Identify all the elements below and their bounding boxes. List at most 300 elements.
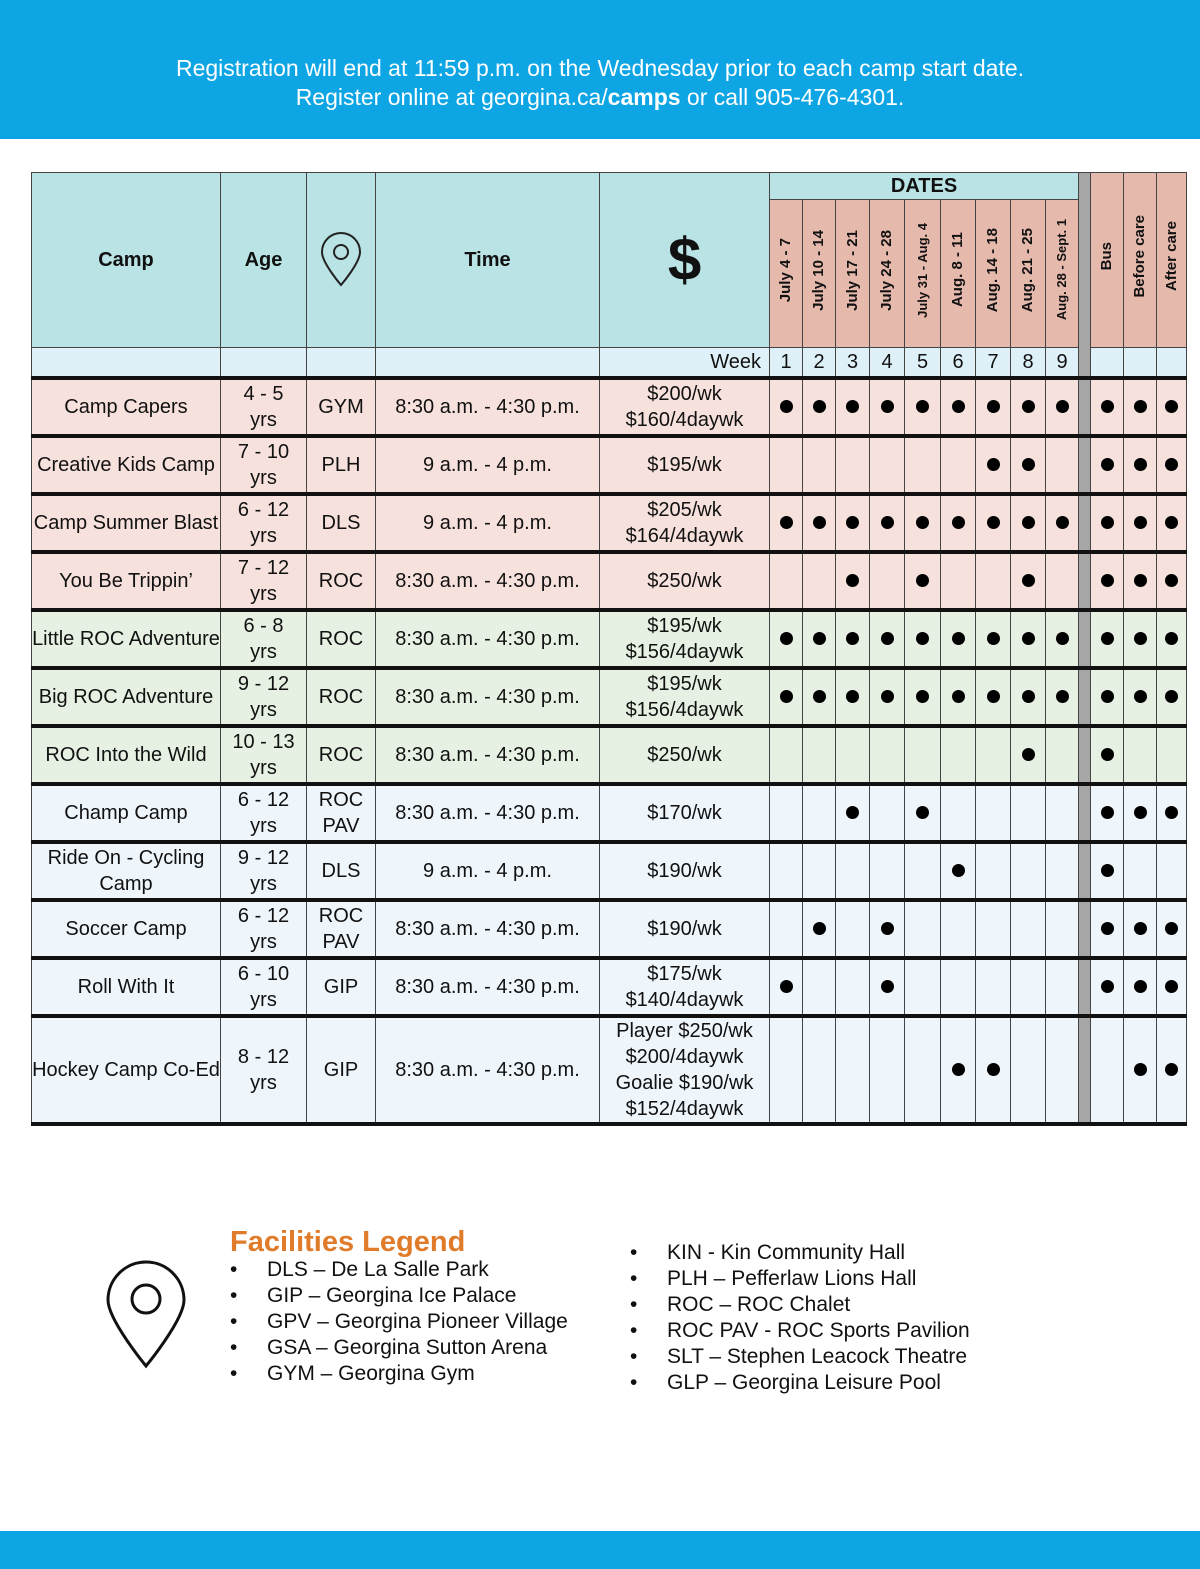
banner-line-2: [0, 83, 1200, 112]
camp-row: [32, 726, 1187, 784]
date-range-label: July 10 - 14: [810, 229, 827, 311]
week-availability-cell: [905, 726, 941, 784]
price-line: $175/wk: [647, 963, 722, 985]
week-availability-cell: [905, 668, 941, 726]
week-availability-cell: [905, 1016, 941, 1124]
week-availability-cell: [870, 784, 905, 842]
week-availability-cell: [770, 610, 803, 668]
price-column-header: [600, 173, 770, 348]
price-cell: [600, 552, 770, 610]
date-range-header: [1046, 200, 1079, 348]
availability-dot: [952, 516, 965, 529]
price-cell: [600, 436, 770, 494]
extra-availability-cell: [1124, 900, 1157, 958]
column-separator: [1079, 378, 1091, 436]
availability-dot: [846, 574, 859, 587]
camp-schedule-table-wrapper: [31, 172, 1186, 1126]
availability-dot: [813, 690, 826, 703]
time-cell: 8:30 a.m. - 4:30 p.m.: [376, 668, 600, 726]
legend-item: • GSA – Georgina Sutton Arena: [230, 1335, 568, 1361]
availability-dot: [1022, 516, 1035, 529]
week-availability-cell: [1046, 1016, 1079, 1124]
location-cell: [307, 552, 376, 610]
location-code-line2: PAV: [322, 815, 360, 837]
price-cell: [600, 494, 770, 552]
location-code: ROC: [318, 686, 364, 708]
week-availability-cell: [905, 378, 941, 436]
availability-dot: [987, 632, 1000, 645]
availability-dot: [1134, 1063, 1147, 1076]
location-code: GYM: [318, 396, 364, 418]
week-availability-cell: [1011, 378, 1046, 436]
week-availability-cell: [803, 900, 836, 958]
week-availability-cell: [803, 494, 836, 552]
availability-dot: [780, 980, 793, 993]
date-range-label: July 17 - 21: [843, 229, 861, 311]
time-cell: 8:30 a.m. - 4:30 p.m.: [376, 610, 600, 668]
availability-dot: [780, 690, 793, 703]
week-availability-cell: [870, 1016, 905, 1124]
week-availability-cell: [905, 842, 941, 900]
time-cell: 8:30 a.m. - 4:30 p.m.: [376, 1016, 600, 1124]
week-availability-cell: [770, 726, 803, 784]
week-number: 2: [803, 348, 836, 379]
extra-availability-cell: [1124, 494, 1157, 552]
availability-dot: [952, 632, 965, 645]
extra-availability-cell: [1091, 1016, 1124, 1124]
week-availability-cell: [1011, 668, 1046, 726]
age-unit: yrs: [250, 1072, 277, 1094]
banner-line-2-prefix: Register online at georgina.ca/: [295, 84, 608, 110]
week-availability-cell: [941, 552, 976, 610]
week-availability-cell: [836, 436, 870, 494]
availability-dot: [987, 400, 1000, 413]
price-cell: [600, 1016, 770, 1124]
camp-row: [32, 668, 1187, 726]
location-cell: [307, 900, 376, 958]
price-cell: [600, 726, 770, 784]
age-cell: [221, 610, 307, 668]
age-unit: yrs: [250, 641, 277, 663]
age-cell: [221, 958, 307, 1016]
dates-header: DATES: [770, 173, 1079, 200]
column-separator: [1079, 726, 1091, 784]
extra-availability-cell: [1157, 900, 1187, 958]
availability-dot: [1101, 458, 1114, 471]
availability-dot: [780, 400, 793, 413]
week-availability-cell: [941, 436, 976, 494]
week-availability-cell: [941, 842, 976, 900]
week-availability-cell: [905, 784, 941, 842]
price-line: $140/4daywk: [625, 989, 744, 1011]
availability-dot: [1022, 458, 1035, 471]
location-cell: [307, 726, 376, 784]
price-cell: [600, 610, 770, 668]
availability-dot: [846, 690, 859, 703]
location-code-line2: PAV: [322, 931, 360, 953]
availability-dot: [1165, 806, 1178, 819]
location-cell: [307, 784, 376, 842]
extra-availability-cell: [1091, 610, 1124, 668]
availability-dot: [846, 400, 859, 413]
price-line: $170/wk: [647, 802, 722, 824]
week-availability-cell: [976, 378, 1011, 436]
week-availability-cell: [905, 552, 941, 610]
week-availability-cell: [803, 958, 836, 1016]
availability-dot: [881, 516, 894, 529]
date-range-label: Aug. 28 - Sept. 1: [1054, 219, 1070, 321]
price-line: Player $250/wk: [616, 1020, 753, 1042]
week-availability-cell: [770, 378, 803, 436]
availability-dot: [1165, 1063, 1178, 1076]
age-range: 10 - 13: [232, 731, 295, 753]
week-availability-cell: [870, 958, 905, 1016]
price-cell: [600, 784, 770, 842]
week-availability-cell: [976, 784, 1011, 842]
date-range-header: [1011, 200, 1046, 348]
age-unit: yrs: [250, 931, 277, 953]
week-availability-cell: [870, 842, 905, 900]
week-availability-cell: [770, 842, 803, 900]
extra-availability-cell: [1091, 668, 1124, 726]
camp-rows: [32, 378, 1187, 1124]
extra-label: After care: [1162, 221, 1180, 292]
week-blank-cell: [221, 348, 307, 379]
price-cell: [600, 958, 770, 1016]
extra-availability-cell: [1157, 958, 1187, 1016]
legend-item: • SLT – Stephen Leacock Theatre: [630, 1344, 970, 1370]
availability-dot: [987, 458, 1000, 471]
availability-dot: [1101, 864, 1114, 877]
week-availability-cell: [836, 610, 870, 668]
price-line: $152/4daywk: [625, 1098, 744, 1120]
extra-availability-cell: [1091, 784, 1124, 842]
week-availability-cell: [976, 842, 1011, 900]
location-cell: [307, 378, 376, 436]
availability-dot: [881, 922, 894, 935]
legend-item: • PLH – Pefferlaw Lions Hall: [630, 1266, 970, 1292]
availability-dot: [1134, 806, 1147, 819]
camp-row: [32, 494, 1187, 552]
availability-dot: [846, 806, 859, 819]
availability-dot: [881, 400, 894, 413]
week-availability-cell: [1011, 726, 1046, 784]
extra-header-after-care: [1157, 173, 1187, 348]
camp-row: [32, 1016, 1187, 1124]
week-availability-cell: [836, 842, 870, 900]
facilities-legend: [0, 1220, 1200, 1420]
week-availability-cell: [870, 900, 905, 958]
time-cell: 9 a.m. - 4 p.m.: [376, 842, 600, 900]
price-cell: [600, 378, 770, 436]
extra-availability-cell: [1157, 1016, 1187, 1124]
legend-list-left: [230, 1257, 568, 1387]
week-availability-cell: [803, 784, 836, 842]
column-separator: [1079, 610, 1091, 668]
camps-link-text[interactable]: camps: [607, 84, 681, 110]
camp-name: Camp Capers: [32, 378, 221, 436]
legend-item: • GIP – Georgina Ice Palace: [230, 1283, 568, 1309]
week-availability-cell: [803, 726, 836, 784]
week-availability-cell: [836, 668, 870, 726]
availability-dot: [1101, 400, 1114, 413]
week-availability-cell: [836, 378, 870, 436]
extra-availability-cell: [1157, 436, 1187, 494]
week-availability-cell: [976, 958, 1011, 1016]
column-separator: [1079, 552, 1091, 610]
week-availability-cell: [976, 726, 1011, 784]
date-range-header: [870, 200, 905, 348]
legend-item: • GYM – Georgina Gym: [230, 1361, 568, 1387]
price-line: $156/4daywk: [625, 699, 744, 721]
availability-dot: [1056, 400, 1069, 413]
age-unit: yrs: [250, 757, 277, 779]
week-availability-cell: [905, 494, 941, 552]
location-cell: [307, 436, 376, 494]
camp-name: Big ROC Adventure: [32, 668, 221, 726]
price-line: $190/wk: [647, 918, 722, 940]
extra-availability-cell: [1124, 436, 1157, 494]
week-availability-cell: [1011, 958, 1046, 1016]
week-availability-cell: [976, 1016, 1011, 1124]
availability-dot: [1101, 922, 1114, 935]
week-availability-cell: [1046, 610, 1079, 668]
legend-item: • KIN - Kin Community Hall: [630, 1240, 970, 1266]
age-unit: yrs: [250, 467, 277, 489]
camp-row: [32, 552, 1187, 610]
availability-dot: [1056, 516, 1069, 529]
age-cell: [221, 494, 307, 552]
legend-list-right: [630, 1240, 970, 1396]
week-availability-cell: [1011, 784, 1046, 842]
extra-availability-cell: [1124, 1016, 1157, 1124]
week-availability-cell: [870, 552, 905, 610]
availability-dot: [916, 806, 929, 819]
extra-availability-cell: [1124, 726, 1157, 784]
age-unit: yrs: [250, 989, 277, 1011]
banner-line-2-suffix: or call 905-476-4301.: [680, 84, 905, 110]
extra-availability-cell: [1091, 378, 1124, 436]
week-availability-cell: [976, 610, 1011, 668]
age-unit: yrs: [250, 815, 277, 837]
week-availability-cell: [1011, 436, 1046, 494]
camp-name: Hockey Camp Co-Ed: [32, 1016, 221, 1124]
week-availability-cell: [836, 784, 870, 842]
availability-dot: [916, 574, 929, 587]
week-blank-cell: [1091, 348, 1124, 379]
time-column-header: Time: [376, 173, 600, 348]
extra-availability-cell: [1157, 494, 1187, 552]
week-availability-cell: [770, 436, 803, 494]
time-cell: 8:30 a.m. - 4:30 p.m.: [376, 900, 600, 958]
age-unit: yrs: [250, 525, 277, 547]
date-range-label: July 24 - 28: [878, 229, 895, 311]
age-cell: [221, 378, 307, 436]
availability-dot: [1022, 632, 1035, 645]
week-label: Week: [600, 348, 770, 379]
camp-row: [32, 784, 1187, 842]
column-separator: [1079, 173, 1091, 379]
week-availability-cell: [803, 610, 836, 668]
week-availability-cell: [1046, 552, 1079, 610]
week-availability-cell: [870, 726, 905, 784]
week-availability-cell: [770, 784, 803, 842]
date-range-header: [770, 200, 803, 348]
week-availability-cell: [941, 1016, 976, 1124]
extra-availability-cell: [1091, 842, 1124, 900]
location-code: ROC: [318, 905, 364, 927]
price-line: $160/4daywk: [625, 409, 744, 431]
extra-label: Bus: [1098, 242, 1116, 271]
availability-dot: [1101, 980, 1114, 993]
extra-availability-cell: [1124, 552, 1157, 610]
age-range: 9 - 12: [237, 847, 290, 869]
week-availability-cell: [770, 900, 803, 958]
extra-availability-cell: [1124, 668, 1157, 726]
age-range: 4 - 5: [243, 383, 284, 405]
availability-dot: [1022, 748, 1035, 761]
price-line: $250/wk: [647, 570, 722, 592]
column-separator: [1079, 436, 1091, 494]
availability-dot: [1022, 690, 1035, 703]
week-blank-cell: [307, 348, 376, 379]
week-availability-cell: [870, 668, 905, 726]
week-availability-cell: [905, 900, 941, 958]
week-availability-cell: [976, 668, 1011, 726]
extra-availability-cell: [1124, 842, 1157, 900]
availability-dot: [1165, 980, 1178, 993]
week-availability-cell: [1011, 494, 1046, 552]
date-range-label: Aug. 21 - 25: [1019, 227, 1036, 313]
age-cell: [221, 784, 307, 842]
week-availability-cell: [1046, 958, 1079, 1016]
camp-name: Creative Kids Camp: [32, 436, 221, 494]
legend-item: • GPV – Georgina Pioneer Village: [230, 1309, 568, 1335]
location-code: DLS: [321, 512, 361, 534]
week-availability-cell: [1011, 842, 1046, 900]
price-line: $200/wk: [647, 383, 722, 405]
price-cell: [600, 900, 770, 958]
extra-availability-cell: [1157, 726, 1187, 784]
week-availability-cell: [770, 1016, 803, 1124]
availability-dot: [1165, 632, 1178, 645]
age-cell: [221, 436, 307, 494]
age-cell: [221, 552, 307, 610]
week-availability-cell: [1046, 900, 1079, 958]
extra-availability-cell: [1091, 436, 1124, 494]
week-availability-cell: [905, 436, 941, 494]
location-cell: [307, 494, 376, 552]
week-number: 1: [770, 348, 803, 379]
availability-dot: [846, 632, 859, 645]
availability-dot: [1101, 806, 1114, 819]
week-availability-cell: [836, 1016, 870, 1124]
week-availability-cell: [836, 552, 870, 610]
week-availability-cell: [770, 958, 803, 1016]
time-cell: 8:30 a.m. - 4:30 p.m.: [376, 552, 600, 610]
week-availability-cell: [770, 494, 803, 552]
availability-dot: [1134, 632, 1147, 645]
availability-dot: [813, 400, 826, 413]
camp-name: Soccer Camp: [32, 900, 221, 958]
availability-dot: [1165, 922, 1178, 935]
age-cell: [221, 1016, 307, 1124]
map-pin-icon: [104, 1260, 188, 1375]
camp-name: Camp Summer Blast: [32, 494, 221, 552]
banner-line-1: Registration will end at 11:59 p.m. on the Wednesday prior to each camp start date.: [175, 55, 1025, 81]
legend-title: Facilities Legend: [230, 1226, 466, 1258]
availability-dot: [780, 632, 793, 645]
price-line: $195/wk: [647, 454, 722, 476]
camp-row: [32, 958, 1187, 1016]
availability-dot: [1134, 922, 1147, 935]
week-availability-cell: [941, 958, 976, 1016]
extra-availability-cell: [1124, 784, 1157, 842]
extra-availability-cell: [1091, 900, 1124, 958]
age-range: 6 - 12: [237, 499, 290, 521]
camp-row: [32, 900, 1187, 958]
legend-item: • GLP – Georgina Leisure Pool: [630, 1370, 970, 1396]
camp-schedule-table: [31, 172, 1187, 1126]
date-range-header: [803, 200, 836, 348]
week-blank-cell: [1124, 348, 1157, 379]
week-availability-cell: [836, 726, 870, 784]
age-range: 8 - 12: [237, 1046, 290, 1068]
age-range: 9 - 12: [237, 673, 290, 695]
extra-availability-cell: [1124, 610, 1157, 668]
column-separator: [1079, 668, 1091, 726]
availability-dot: [987, 1063, 1000, 1076]
camp-row: [32, 378, 1187, 436]
camp-name: You Be Trippin’: [32, 552, 221, 610]
price-line: $195/wk: [647, 673, 722, 695]
week-availability-cell: [1011, 900, 1046, 958]
location-cell: [307, 958, 376, 1016]
age-unit: yrs: [250, 583, 277, 605]
extra-availability-cell: [1091, 958, 1124, 1016]
availability-dot: [1134, 458, 1147, 471]
location-code: ROC: [318, 570, 364, 592]
price-line: $205/wk: [647, 499, 722, 521]
time-cell: 9 a.m. - 4 p.m.: [376, 494, 600, 552]
date-range-label: July 4 - 7: [777, 237, 794, 303]
age-range: 6 - 10: [237, 963, 290, 985]
camp-name: Roll With It: [32, 958, 221, 1016]
availability-dot: [881, 690, 894, 703]
week-availability-cell: [803, 1016, 836, 1124]
footer-bar: [0, 1531, 1200, 1569]
price-line: $200/4daywk: [625, 1046, 744, 1068]
availability-dot: [1165, 574, 1178, 587]
availability-dot: [1134, 980, 1147, 993]
location-cell: [307, 610, 376, 668]
availability-dot: [987, 690, 1000, 703]
availability-dot: [916, 632, 929, 645]
location-cell: [307, 842, 376, 900]
price-cell: [600, 842, 770, 900]
extra-availability-cell: [1157, 842, 1187, 900]
week-number: 8: [1011, 348, 1046, 379]
age-range: 6 - 12: [237, 789, 290, 811]
price-line: Goalie $190/wk: [615, 1072, 754, 1094]
camp-name: Little ROC Adventure: [32, 610, 221, 668]
time-cell: 8:30 a.m. - 4:30 p.m.: [376, 726, 600, 784]
camp-row: [32, 436, 1187, 494]
column-separator: [1079, 1016, 1091, 1124]
extra-header-before-care: [1124, 173, 1157, 348]
availability-dot: [1056, 690, 1069, 703]
week-availability-cell: [803, 436, 836, 494]
